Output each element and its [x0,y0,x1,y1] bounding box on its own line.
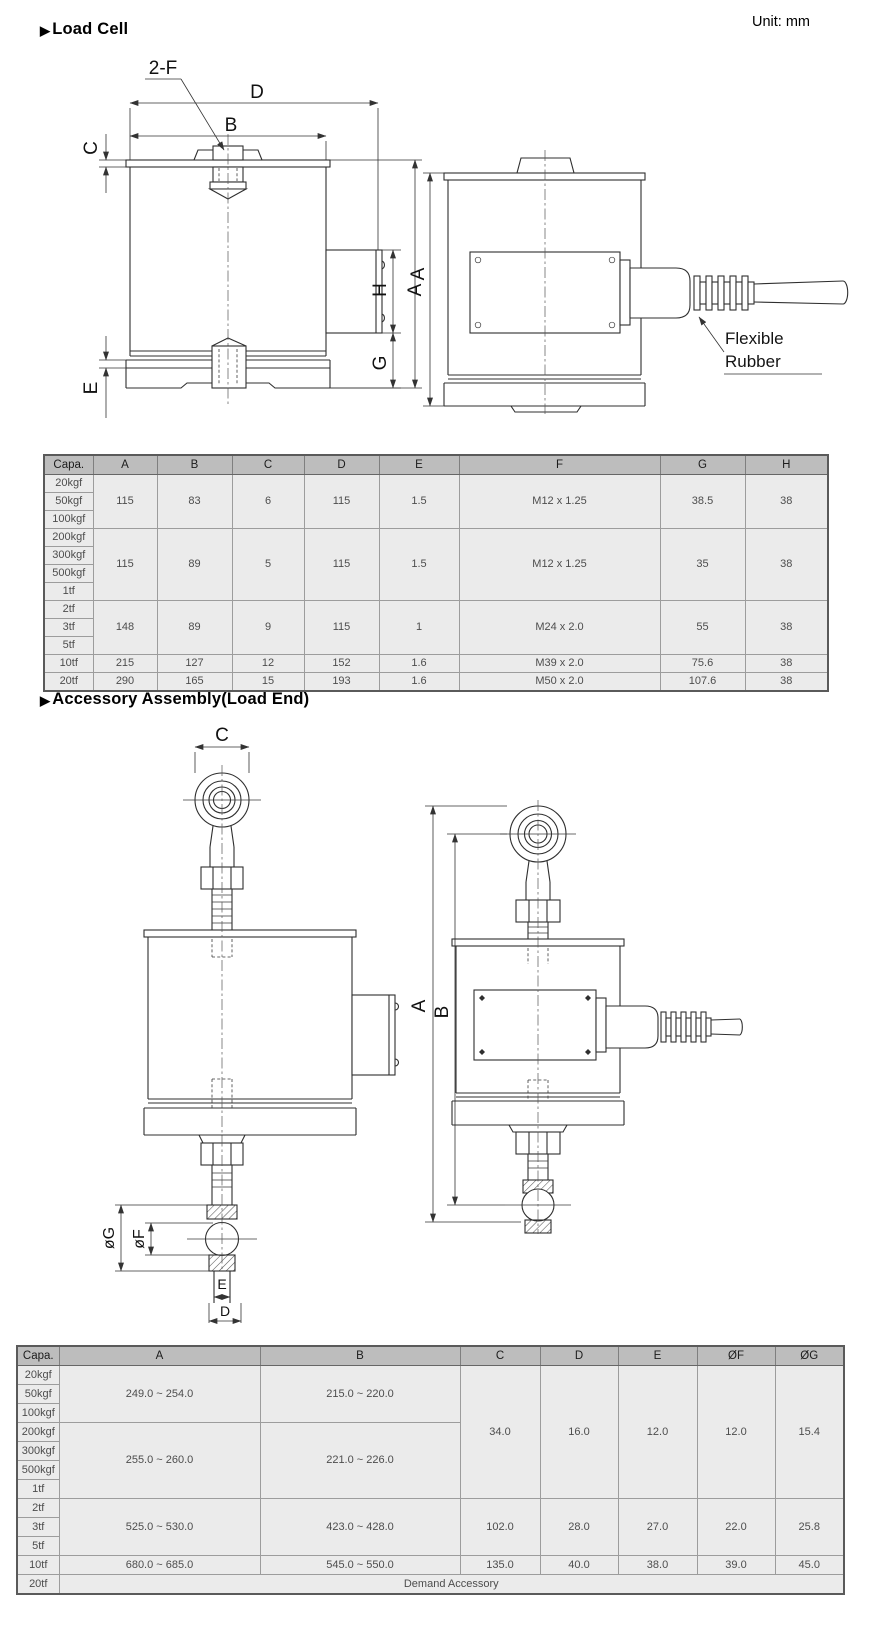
capacity-cell: 200kgf [44,529,93,547]
table-row [44,529,828,547]
accessory-assembly-side-drawing [395,748,745,1238]
svg-text:H: H [370,283,391,297]
capacity-cell: 300kgf [44,547,93,565]
flexible-rubber-boot [694,276,754,310]
value-cell: 45.0 [775,1556,844,1575]
value-cell: 1.6 [379,673,459,692]
column-header: F [459,455,660,475]
dimension-D [130,82,378,250]
value-cell: 221.0 ~ 226.0 [260,1423,460,1499]
svg-text:D: D [219,1303,231,1319]
dimension-C [81,134,130,193]
capacity-cell: 200kgf [17,1423,59,1442]
capacity-cell: 5tf [17,1537,59,1556]
value-cell: 27.0 [618,1499,697,1556]
table-row [17,1575,844,1595]
value-cell: 115 [93,475,157,529]
value-cell: 12.0 [697,1366,775,1499]
table-row [17,1556,844,1575]
value-cell: 680.0 ~ 685.0 [59,1556,260,1575]
value-cell: 15.4 [775,1366,844,1499]
value-cell: 40.0 [540,1556,618,1575]
column-header: Capa. [44,455,93,475]
column-header: E [618,1346,697,1366]
section1-title-text: Load Cell [52,20,129,38]
capacity-cell: 1tf [44,583,93,601]
value-cell: 15 [232,673,304,692]
value-cell: 5 [232,529,304,601]
value-cell: 215.0 ~ 220.0 [260,1366,460,1423]
column-header: D [540,1346,618,1366]
table-row [44,655,828,673]
value-cell: 1.6 [379,655,459,673]
cable [754,281,848,304]
value-cell: 290 [93,673,157,692]
column-header: D [304,455,379,475]
value-cell: 12 [232,655,304,673]
capacity-cell: 2tf [44,601,93,619]
accessory-assembly-front-drawing [101,725,405,1327]
svg-text:øG: øG [101,1226,118,1250]
value-cell: 148 [93,601,157,655]
value-cell: 55 [660,601,745,655]
cable-gland [620,260,690,325]
value-cell: 1.5 [379,529,459,601]
table-row [44,673,828,692]
value-cell: 38 [745,673,828,692]
value-cell: 25.8 [775,1499,844,1556]
value-cell: 127 [157,655,232,673]
svg-text:C: C [215,725,229,746]
dimension-D [209,1303,241,1323]
column-header: C [460,1346,540,1366]
terminal-plate [474,990,596,1060]
svg-text:D: D [250,82,264,103]
dimension-E [81,336,126,418]
capacity-cell: 1tf [17,1480,59,1499]
capacity-cell: 2tf [17,1499,59,1518]
value-cell: 89 [157,529,232,601]
svg-text:E: E [81,381,102,395]
svg-text:E: E [217,1276,227,1292]
svg-text:B: B [224,115,238,136]
table-row [44,601,828,619]
value-cell: 107.6 [660,673,745,692]
capacity-cell: 300kgf [17,1442,59,1461]
value-cell: 423.0 ~ 428.0 [260,1499,460,1556]
column-header: ØF [697,1346,775,1366]
svg-text:G: G [370,355,391,371]
svg-text:A: A [409,999,430,1013]
table-header-row [44,455,828,475]
load-cell-front-drawing [81,58,435,440]
value-cell: 115 [304,601,379,655]
value-cell: 16.0 [540,1366,618,1499]
column-header: Capa. [17,1346,59,1366]
value-cell: M24 x 2.0 [459,601,660,655]
value-cell: 102.0 [460,1499,540,1556]
capacity-cell: 10tf [17,1556,59,1575]
capacity-cell: 20kgf [17,1366,59,1385]
dimension-oG [101,1205,209,1271]
value-cell: 255.0 ~ 260.0 [59,1423,260,1499]
svg-text:C: C [81,141,102,155]
value-cell: M39 x 2.0 [459,655,660,673]
column-header: E [379,455,459,475]
capacity-cell: 50kgf [44,493,93,511]
column-header: B [260,1346,460,1366]
svg-text:Flexible: Flexible [725,329,784,348]
unit-label: Unit: mm [752,14,810,30]
dimension-A [405,173,444,406]
value-cell: 115 [93,529,157,601]
value-cell: 165 [157,673,232,692]
column-header: C [232,455,304,475]
column-header: B [157,455,232,475]
value-cell: 75.6 [660,655,745,673]
value-cell: 115 [304,529,379,601]
table-header-row [17,1346,844,1366]
column-header: A [93,455,157,475]
capacity-cell: 20tf [44,673,93,692]
svg-text:Rubber: Rubber [725,352,781,371]
value-cell: M12 x 1.25 [459,529,660,601]
capacity-cell: 3tf [17,1518,59,1537]
svg-text:B: B [432,1005,453,1019]
value-cell: M12 x 1.25 [459,475,660,529]
value-cell: 1 [379,601,459,655]
column-header: A [59,1346,260,1366]
capacity-cell: 100kgf [17,1404,59,1423]
value-cell: M50 x 2.0 [459,673,660,692]
value-cell: 525.0 ~ 530.0 [59,1499,260,1556]
value-cell: 12.0 [618,1366,697,1499]
demand-accessory-cell: Demand Accessory [59,1575,844,1595]
value-cell: 193 [304,673,379,692]
value-cell: 135.0 [460,1556,540,1575]
capacity-cell: 20tf [17,1575,59,1595]
triangle-marker-icon: ▶ [40,22,51,38]
value-cell: 35 [660,529,745,601]
load-cell-side-drawing [402,132,847,417]
value-cell: 115 [304,475,379,529]
accessory-dimension-table [16,1345,845,1595]
svg-text:øF: øF [131,1229,148,1249]
value-cell: 38 [745,601,828,655]
cable-gland [596,998,658,1052]
value-cell: 22.0 [697,1499,775,1556]
value-cell: 249.0 ~ 254.0 [59,1366,260,1423]
capacity-cell: 5tf [44,637,93,655]
capacity-cell: 500kgf [17,1461,59,1480]
value-cell: 83 [157,475,232,529]
cell-body-outline [144,930,356,1135]
flexible-rubber-callout [699,317,822,374]
capacity-cell: 20kgf [44,475,93,493]
column-header: H [745,455,828,475]
section2-title-text: Accessory Assembly(Load End) [52,690,310,708]
table-row [17,1499,844,1518]
value-cell: 545.0 ~ 550.0 [260,1556,460,1575]
load-cell-dimension-table [43,454,829,692]
value-cell: 215 [93,655,157,673]
svg-text:A: A [405,283,426,297]
table-row [44,475,828,493]
column-header: G [660,455,745,475]
capacity-cell: 50kgf [17,1385,59,1404]
dimension-G [330,333,401,388]
flexible-rubber-boot [661,1012,711,1042]
bottom-bolt [212,338,246,388]
capacity-cell: 500kgf [44,565,93,583]
value-cell: 38.5 [660,475,745,529]
triangle-marker-icon: ▶ [40,692,51,708]
table-row [17,1366,844,1385]
value-cell: 39.0 [697,1556,775,1575]
value-cell: 152 [304,655,379,673]
dimension-E [214,1276,230,1297]
svg-text:2-F: 2-F [148,58,178,79]
capacity-cell: 100kgf [44,511,93,529]
value-cell: 34.0 [460,1366,540,1499]
value-cell: 6 [232,475,304,529]
value-cell: 28.0 [540,1499,618,1556]
capacity-cell: 10tf [44,655,93,673]
value-cell: 38 [745,475,828,529]
junction-box [352,995,399,1075]
value-cell: 1.5 [379,475,459,529]
svg-text:A: A [408,267,429,281]
value-cell: 38.0 [618,1556,697,1575]
column-header: ØG [775,1346,844,1366]
cable [711,1019,742,1035]
section1-title [40,20,128,39]
value-cell: 89 [157,601,232,655]
value-cell: 9 [232,601,304,655]
value-cell: 38 [745,529,828,601]
section2-title [40,690,309,709]
value-cell: 38 [745,655,828,673]
capacity-cell: 3tf [44,619,93,637]
